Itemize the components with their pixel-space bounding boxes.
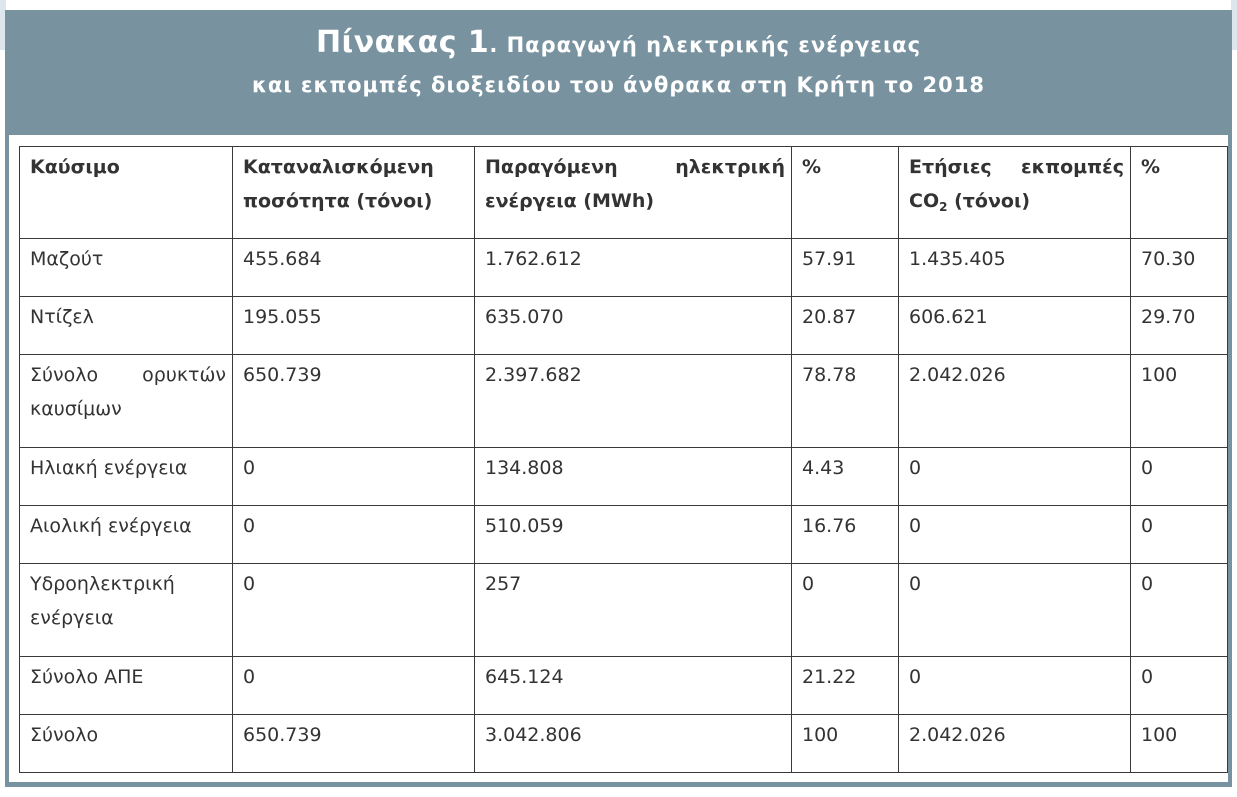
cell-pct-emissions: 70.30 (1131, 239, 1228, 297)
cell-emissions: 2.042.026 (899, 715, 1131, 773)
header-emissions-post: (τόνοι) (947, 190, 1031, 212)
cell-pct-emissions: 0 (1131, 448, 1228, 506)
table-row (20, 355, 1228, 448)
cell-fuel: Ντίζελ (20, 297, 233, 355)
cell-fuel: Υδροηλεκτρική ενέργεια (20, 564, 233, 657)
header-pct-energy: % (792, 147, 899, 239)
header-consumed: Καταναλισκόμενη ποσότητα (τόνοι) (233, 147, 475, 239)
table-title-prefix: Πίνακας 1 (315, 25, 490, 60)
table-row (20, 657, 1228, 715)
cell-consumed: 195.055 (233, 297, 475, 355)
cell-consumed: 650.739 (233, 355, 475, 448)
cell-pct-emissions: 29.70 (1131, 297, 1228, 355)
cell-consumed: 0 (233, 564, 475, 657)
table-frame (5, 10, 1232, 787)
cell-produced: 510.059 (475, 506, 792, 564)
cell-pct-energy: 21.22 (792, 657, 899, 715)
table-title-line2: και εκπομπές διοξειδίου του άνθρακα στη Κρήτη το 2018 (252, 73, 985, 97)
cell-pct-energy: 57.91 (792, 239, 899, 297)
energy-table (19, 146, 1228, 773)
table-row (20, 239, 1228, 297)
cell-pct-energy: 4.43 (792, 448, 899, 506)
cell-pct-energy: 0 (792, 564, 899, 657)
cell-fuel: Σύνολο (20, 715, 233, 773)
header-emissions-sub: 2 (939, 200, 948, 214)
cell-emissions: 0 (899, 506, 1131, 564)
cell-pct-emissions: 0 (1131, 506, 1228, 564)
cell-pct-emissions: 100 (1131, 355, 1228, 448)
cell-fuel: Αιολική ενέργεια (20, 506, 233, 564)
header-fuel: Καύσιμο (20, 147, 233, 239)
cell-produced: 1.762.612 (475, 239, 792, 297)
cell-produced: 635.070 (475, 297, 792, 355)
cell-consumed: 0 (233, 506, 475, 564)
cell-produced: 257 (475, 564, 792, 657)
cell-emissions: 1.435.405 (899, 239, 1131, 297)
cell-fuel: Σύνολο ορυκτών καυσίμων (20, 355, 233, 448)
cell-emissions: 0 (899, 564, 1131, 657)
cell-pct-emissions: 0 (1131, 564, 1228, 657)
cell-fuel: Ηλιακή ενέργεια (20, 448, 233, 506)
cell-pct-emissions: 0 (1131, 657, 1228, 715)
cell-produced: 3.042.806 (475, 715, 792, 773)
header-pct-emissions: % (1131, 147, 1228, 239)
cell-pct-energy: 16.76 (792, 506, 899, 564)
cell-produced: 134.808 (475, 448, 792, 506)
header-produced: Παραγόμενη ηλεκτρική ενέργεια (MWh) (475, 147, 792, 239)
table-row (20, 564, 1228, 657)
cell-emissions: 2.042.026 (899, 355, 1131, 448)
cell-fuel: Μαζούτ (20, 239, 233, 297)
cell-pct-energy: 78.78 (792, 355, 899, 448)
cell-consumed: 0 (233, 448, 475, 506)
cell-emissions: 606.621 (899, 297, 1131, 355)
cell-emissions: 0 (899, 448, 1131, 506)
table-row (20, 448, 1228, 506)
table-row (20, 506, 1228, 564)
cell-consumed: 0 (233, 657, 475, 715)
cell-pct-energy: 100 (792, 715, 899, 773)
cell-consumed: 650.739 (233, 715, 475, 773)
header-emissions (899, 147, 1131, 239)
header-emissions-pre: Ετήσιες εκπομπές CO (909, 156, 1124, 212)
cell-consumed: 455.684 (233, 239, 475, 297)
table-title-line1: . Παραγωγή ηλεκτρικής ενέργειας (489, 33, 922, 57)
header-row (20, 147, 1228, 239)
table-panel (9, 135, 1228, 782)
cell-produced: 2.397.682 (475, 355, 792, 448)
table-title (5, 24, 1232, 104)
cell-produced: 645.124 (475, 657, 792, 715)
cell-pct-emissions: 100 (1131, 715, 1228, 773)
cell-pct-energy: 20.87 (792, 297, 899, 355)
cell-fuel: Σύνολο ΑΠΕ (20, 657, 233, 715)
cell-emissions: 0 (899, 657, 1131, 715)
table-row (20, 297, 1228, 355)
table-row (20, 715, 1228, 773)
